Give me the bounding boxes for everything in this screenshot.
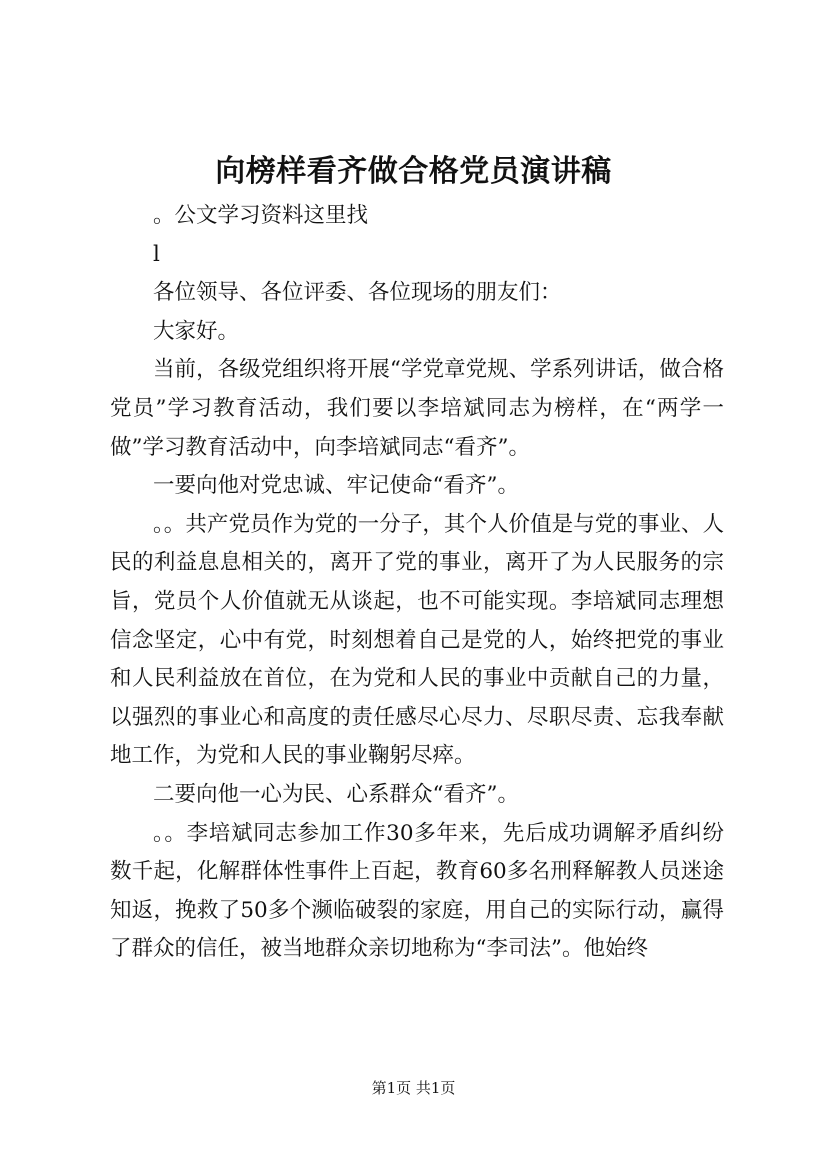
paragraph: l — [153, 241, 160, 267]
paragraph: 一要向他对党忠诚、牢记使命“看齐”。 — [153, 473, 519, 499]
paragraph: 二要向他一心为民、心系群众“看齐”。 — [153, 781, 519, 807]
paragraph: 。。李培斌同志参加工作30多年来，先后成功调解矛盾纠纷数千起，化解群体性事件上百起，教育60多名刑释解教人员迷途知返，挽救了50多个濒临破裂的家庭，用自己的实际行动，赢得了群众的信任，被当地群众亲切地称为“李司法”。他始终 — [110, 820, 724, 962]
document-title: 向榜样看齐做合格党员演讲稿 — [215, 154, 612, 189]
paragraph: 当前，各级党组织将开展“学党章党规、学系列讲话，做合格党员”学习教育活动，我们要以李培斌同志为榜样，在“两学一做”学习教育活动中，向李培斌同志“看齐”。 — [110, 357, 724, 460]
page-footer: 第1页 共1页 — [371, 1079, 456, 1097]
paragraph: 各位领导、各位评委、各位现场的朋友们： — [153, 280, 562, 306]
paragraph: 。公文学习资料这里找 — [153, 203, 369, 228]
document-body — [110, 197, 724, 969]
paragraph: 大家好。 — [153, 318, 240, 344]
paragraph: 。。共产党员作为党的一分子，其个人价值是与党的事业、人民的利益息息相关的，离开了党的事业，离开了为人民服务的宗旨，党员个人价值就无从谈起，也不可能实现。李培斌同志理想信念坚定，心中有党，时刻想着自己是党的人，始终把党的事业和人民利益放在首位，在为党和人民的事业中贡献自己的力量，以强烈的事业心和高度的责任感尽心尽力、尽职尽责、忘我奉献地工作，为党和人民的事业鞠躬尽瘁。 — [110, 511, 724, 769]
